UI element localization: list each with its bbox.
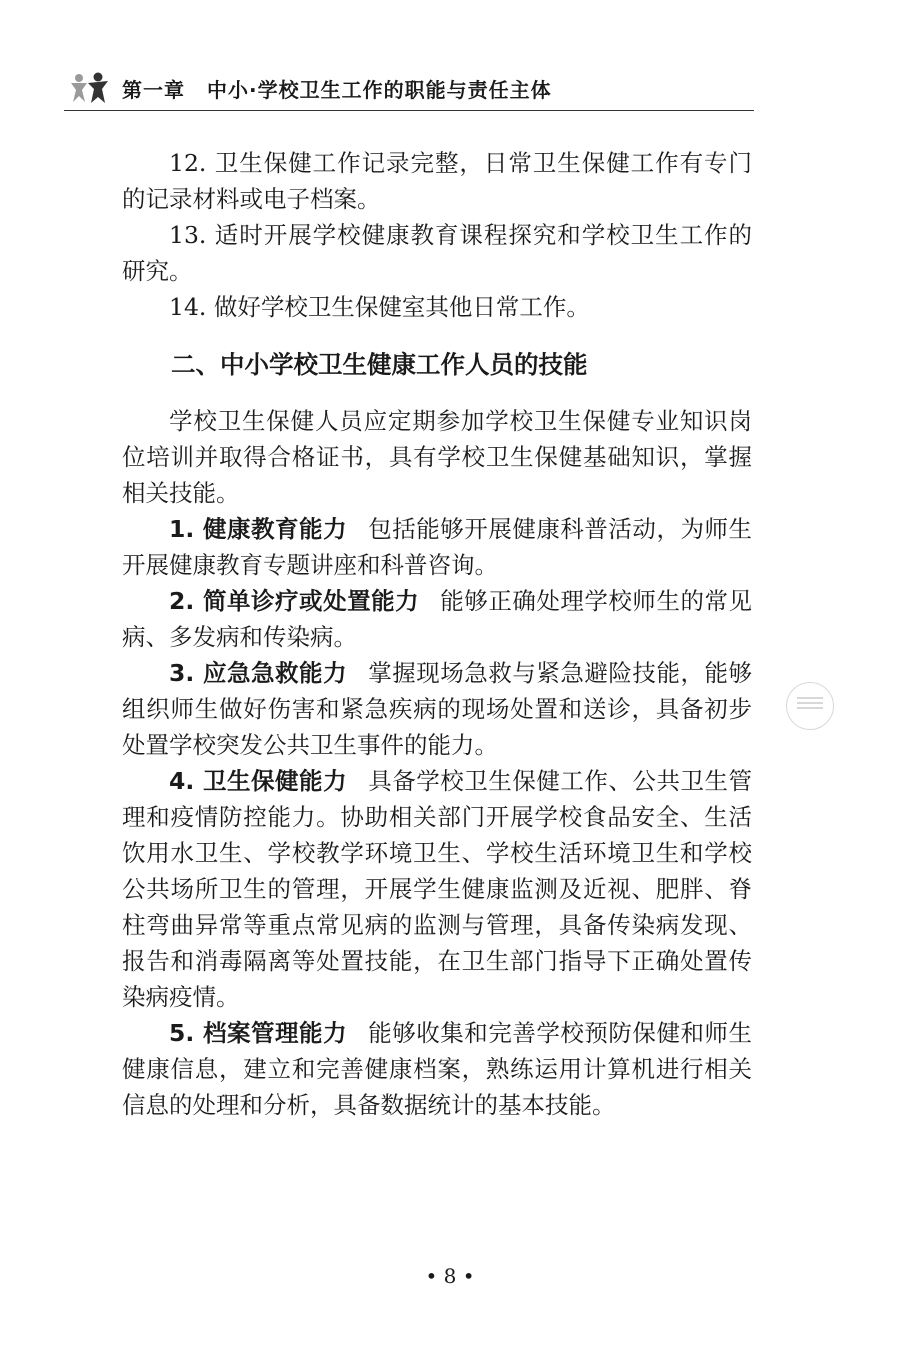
list-item: 14. 做好学校卫生保健室其他日常工作。 xyxy=(169,293,590,321)
skill-title: 4. 卫生保健能力 xyxy=(169,767,348,795)
skill-text: 能够收集和完善学校预防保健和师生健康信息，建立和完善健康档案，熟练运用计算机进行相关信息的处理和分析，具备数据统计的基本技能。 xyxy=(122,1019,753,1119)
header-title xyxy=(122,74,552,103)
children-logo-icon xyxy=(68,70,110,104)
watermark-stamp-icon xyxy=(786,682,834,730)
skill-item xyxy=(122,583,752,655)
skill-title: 3. 应急急救能力 xyxy=(169,659,348,687)
skill-text: 能够正确处理学校师生的常见病、多发病和传染病。 xyxy=(122,587,752,651)
skill-item xyxy=(122,655,752,763)
list-item: 12. 卫生保健工作记录完整，日常卫生保健工作有专门的记录材料或电子档案。 xyxy=(122,149,752,213)
page-number: • 8 • xyxy=(425,1264,475,1288)
chapter-label: 第一章 xyxy=(122,78,185,102)
list-item: 13. 适时开展学校健康教育课程探究和学校卫生工作的研究。 xyxy=(122,221,752,285)
skill-text: 掌握现场急救与紧急避险技能，能够组织师生做好伤害和紧急疾病的现场处置和送诊，具备初步处置学校突发公共卫生事件的能力。 xyxy=(122,659,753,759)
skill-title: 5. 档案管理能力 xyxy=(169,1019,348,1047)
skill-item xyxy=(122,1015,752,1123)
skill-text: 具备学校卫生保健工作、公共卫生管理和疫情防控能力。协助相关部门开展学校食品安全、生活饮用水卫生、学校教学环境卫生、学校生活环境卫生和学校公共场所卫生的管理，开展学生健康监测及近视、肥胖、脊柱弯曲异常等重点常见病的监测与管理，具备传染病发现、报告和消毒隔离等处置技能，在卫生部门指导下正确处置传染病疫情。 xyxy=(122,767,753,1011)
skill-title: 1. 健康教育能力 xyxy=(169,515,348,543)
running-header xyxy=(64,62,754,111)
skill-item xyxy=(122,763,752,1015)
skill-item xyxy=(122,511,752,583)
chapter-title: 中小·学校卫生工作的职能与责任主体 xyxy=(207,78,552,102)
page-body xyxy=(122,145,752,1123)
skill-text: 包括能够开展健康科普活动，为师生开展健康教育专题讲座和科普咨询。 xyxy=(122,515,753,579)
section-intro: 学校卫生保健人员应定期参加学校卫生保健专业知识岗位培训并取得合格证书，具有学校卫生保健基础知识，掌握相关技能。 xyxy=(122,407,752,507)
skill-title: 2. 简单诊疗或处置能力 xyxy=(169,587,420,615)
section-heading: 二、中小学校卫生健康工作人员的技能 xyxy=(171,350,588,379)
